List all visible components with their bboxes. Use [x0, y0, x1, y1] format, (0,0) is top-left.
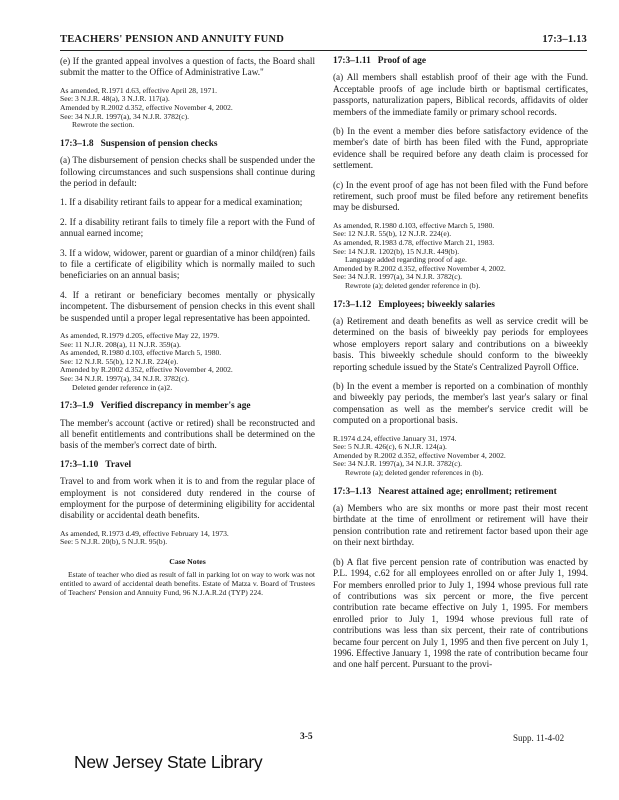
- paragraph: (a) Members who are six months or more past their most recent birthdate at the time of enrollment or retirement will have their pension contribution rate and retirement factor based upon their age on their next birthday.: [333, 503, 588, 548]
- header-section-range: 17:3–1.13: [542, 34, 587, 45]
- header-rule: [60, 50, 587, 51]
- history-line: Deleted gender reference in (a)2.: [72, 382, 173, 392]
- section-title: Suspension of pension checks: [100, 138, 218, 149]
- history-line: See: 11 N.J.R. 208(a), 11 N.J.R. 359(a).: [60, 339, 181, 349]
- case-notes: Estate of teacher who died as result of fall in parking lot on way to work was not entitled to award of accidental death benefits. Estate of Matza v. Board of Trustees of Teachers' Pension and Annuity Fund, 96 N.J.A.R.2d (TYP) 224.: [60, 570, 315, 597]
- header-title: TEACHERS' PENSION AND ANNUITY FUND: [60, 34, 285, 45]
- paragraph: (b) A flat five percent pension rate of contribution was enacted by P.L. 1994, c.62 for all employees enrolled on or after July 1, 1994. For members enrolled prior to July 1, 1994 whose previous full rate of contributions was six percent or more, the five percent contribution rate became effective on July 1, 1995. For members enrolled prior to July 1, 1994 whose previous full rate of contributions was less than six percent, their rate of contributions became four percent on July 1, 1995 and then five percent on July 1, 1996. Effective January 1, 1998 the rate of contribution became four and one half percent. Pursuant to the provi-: [333, 556, 588, 670]
- paragraph: 3. If a widow, widower, parent or guardian of a minor child(ren) fails to file a certificate of eligibility which is normally mailed to such beneficiaries on an annual basis;: [60, 247, 315, 281]
- paragraph: (a) The disbursement of pension checks shall be suspended under the following circumstances and such suspensions shall continue during the period in default:: [60, 155, 315, 188]
- history-line: See: 34 N.J.R. 1997(a), 34 N.J.R. 3782(c).: [60, 374, 190, 384]
- section-number: 17:3–1.10: [60, 459, 99, 470]
- library-watermark: New Jersey State Library: [74, 752, 263, 772]
- history-line: Amended by R.2002 d.352, effective November 4, 2002.: [60, 365, 233, 375]
- history-note: [60, 332, 315, 392]
- section-number: 17:3–1.9: [60, 401, 94, 412]
- history-line: See: 34 N.J.R. 1997(a), 34 N.J.R. 3782(c).: [333, 459, 463, 469]
- supplement-date: Supp. 11-4-02: [513, 733, 565, 743]
- history-line: As amended, R.1980 d.103, effective March 5, 1980.: [333, 220, 495, 230]
- history-line: Amended by R.2002 d.352, effective November 4, 2002.: [60, 103, 233, 112]
- section-title: Proof of age: [377, 56, 427, 66]
- history-line: See: 3 N.J.R. 48(a), 3 N.J.R. 117(a).: [60, 94, 170, 104]
- case-notes-heading: Case Notes: [169, 557, 206, 567]
- paragraph: (c) In the event proof of age has not been filed with the Fund before retirement, such proof must be filed before any retirement benefits may be disbursed.: [333, 179, 588, 213]
- section-number: 17:3–1.13: [333, 486, 372, 497]
- history-line: See: 12 N.J.R. 55(b), 12 N.J.R. 224(e).: [333, 229, 452, 239]
- history-note: [333, 222, 588, 291]
- running-header: [60, 34, 587, 48]
- right-column: [333, 56, 588, 679]
- paragraph: (a) All members shall establish proof of their age with the Fund. Acceptable proofs of age include birth or baptismal certificates, passports, naturalization papers, Biblical records, affidavits of older members of the immediate family or primary school records.: [333, 72, 588, 117]
- section-heading: [333, 56, 588, 67]
- history-note: [333, 435, 588, 478]
- section-heading: [60, 460, 315, 471]
- history-line: R.1974 d.24, effective January 31, 1974.: [333, 433, 457, 443]
- section-title: Employees; biweekly salaries: [378, 299, 495, 310]
- history-note: [60, 530, 315, 547]
- paragraph: 1. If a disability retirant fails to appear for a medical examination;: [60, 197, 303, 208]
- history-line: Rewrote (a); deleted gender reference in (b).: [345, 281, 481, 291]
- section-heading: [333, 487, 588, 498]
- paragraph: (b) In the event a member is reported on a combination of monthly and biweekly pay periods, the member's last year's salary or final compensation as well as the member's service credit will be computed on a proportional basis.: [333, 381, 588, 426]
- paragraph: 2. If a disability retirant fails to timely file a report with the Fund of annual earned income;: [60, 216, 315, 239]
- left-column: [60, 56, 315, 598]
- paragraph: (b) In the event a member dies before satisfactory evidence of the member's date of birth has been filed with the Fund, appropriate evidence shall be required before any death claim is processed for settlement.: [333, 126, 588, 171]
- paragraph: 4. If a retirant or beneficiary becomes mentally or physically incompetent. The disbursement of pension checks in this event shall be suspended until a proper legal representative has been appointed.: [60, 289, 315, 323]
- paragraph: (a) Retirement and death benefits as well as service credit will be determined on the basis of biweekly pay periods for employees whose employers report salary and contributions on a biweekly basis. This biweekly schedule should conform to the biweekly reporting schedule issued by the State's Centralized Payroll Office.: [333, 316, 588, 372]
- page-number: 3-5: [300, 732, 313, 742]
- history-note: [60, 87, 315, 130]
- history-line: See: 5 N.J.R. 20(b), 5 N.J.R. 95(b).: [60, 537, 168, 547]
- section-heading: [60, 401, 315, 412]
- section-number: 17:3–1.12: [333, 299, 372, 310]
- history-line: Language added regarding proof of age.: [345, 255, 467, 265]
- paragraph: (e) If the granted appeal involves a question of facts, the Board shall submit the matter to the Office of Administrative Law.": [60, 56, 315, 78]
- section-heading: [333, 300, 588, 311]
- section-number: 17:3–1.8: [60, 138, 94, 149]
- history-line: See: 14 N.J.R. 1202(b), 15 N.J.R. 449(b).: [333, 246, 460, 256]
- history-line: As amended, R.1971 d.63, effective April 28, 1971.: [60, 85, 217, 95]
- history-line: Rewrote the section.: [72, 120, 135, 130]
- section-title: Nearest attained age; enrollment; retirement: [378, 486, 557, 497]
- paragraph: The member's account (active or retired) shall be reconstructed and all benefit entitlements and contributions shall be determined on the basis of the member's correct date of birth.: [60, 417, 315, 451]
- history-line: See: 34 N.J.R. 1997(a), 34 N.J.R. 3782(c).: [60, 111, 190, 121]
- history-line: As amended, R.1973 d.49, effective February 14, 1973.: [60, 528, 229, 538]
- section-title: Travel: [105, 459, 132, 470]
- history-line: As amended, R.1983 d.78, effective March 21, 1983.: [333, 238, 495, 248]
- history-line: As amended, R.1980 d.103, effective March 5, 1980.: [60, 348, 222, 358]
- history-line: See: 12 N.J.R. 55(b), 12 N.J.R. 224(e).: [60, 356, 179, 366]
- history-line: Amended by R.2002 d.352, effective November 4, 2002.: [333, 450, 506, 460]
- section-number: 17:3–1.11: [333, 56, 371, 66]
- section-heading: [60, 139, 315, 150]
- section-title: Verified discrepancy in member's age: [100, 401, 251, 412]
- history-line: See: 5 N.J.R. 426(c), 6 N.J.R. 124(a).: [333, 442, 447, 452]
- history-line: As amended, R.1979 d.205, effective May 22, 1979.: [60, 331, 220, 341]
- paragraph: Travel to and from work when it is to and from the regular place of employment is not considered duty rendered in the course of employment for the purpose of determining eligibility for accidental disability or accidental death benefits.: [60, 476, 315, 521]
- history-line: See: 34 N.J.R. 1997(a), 34 N.J.R. 3782(c).: [333, 272, 463, 282]
- history-line: Amended by R.2002 d.352, effective November 4, 2002.: [333, 263, 506, 273]
- history-line: Rewrote (a); deleted gender references in (b).: [345, 468, 484, 478]
